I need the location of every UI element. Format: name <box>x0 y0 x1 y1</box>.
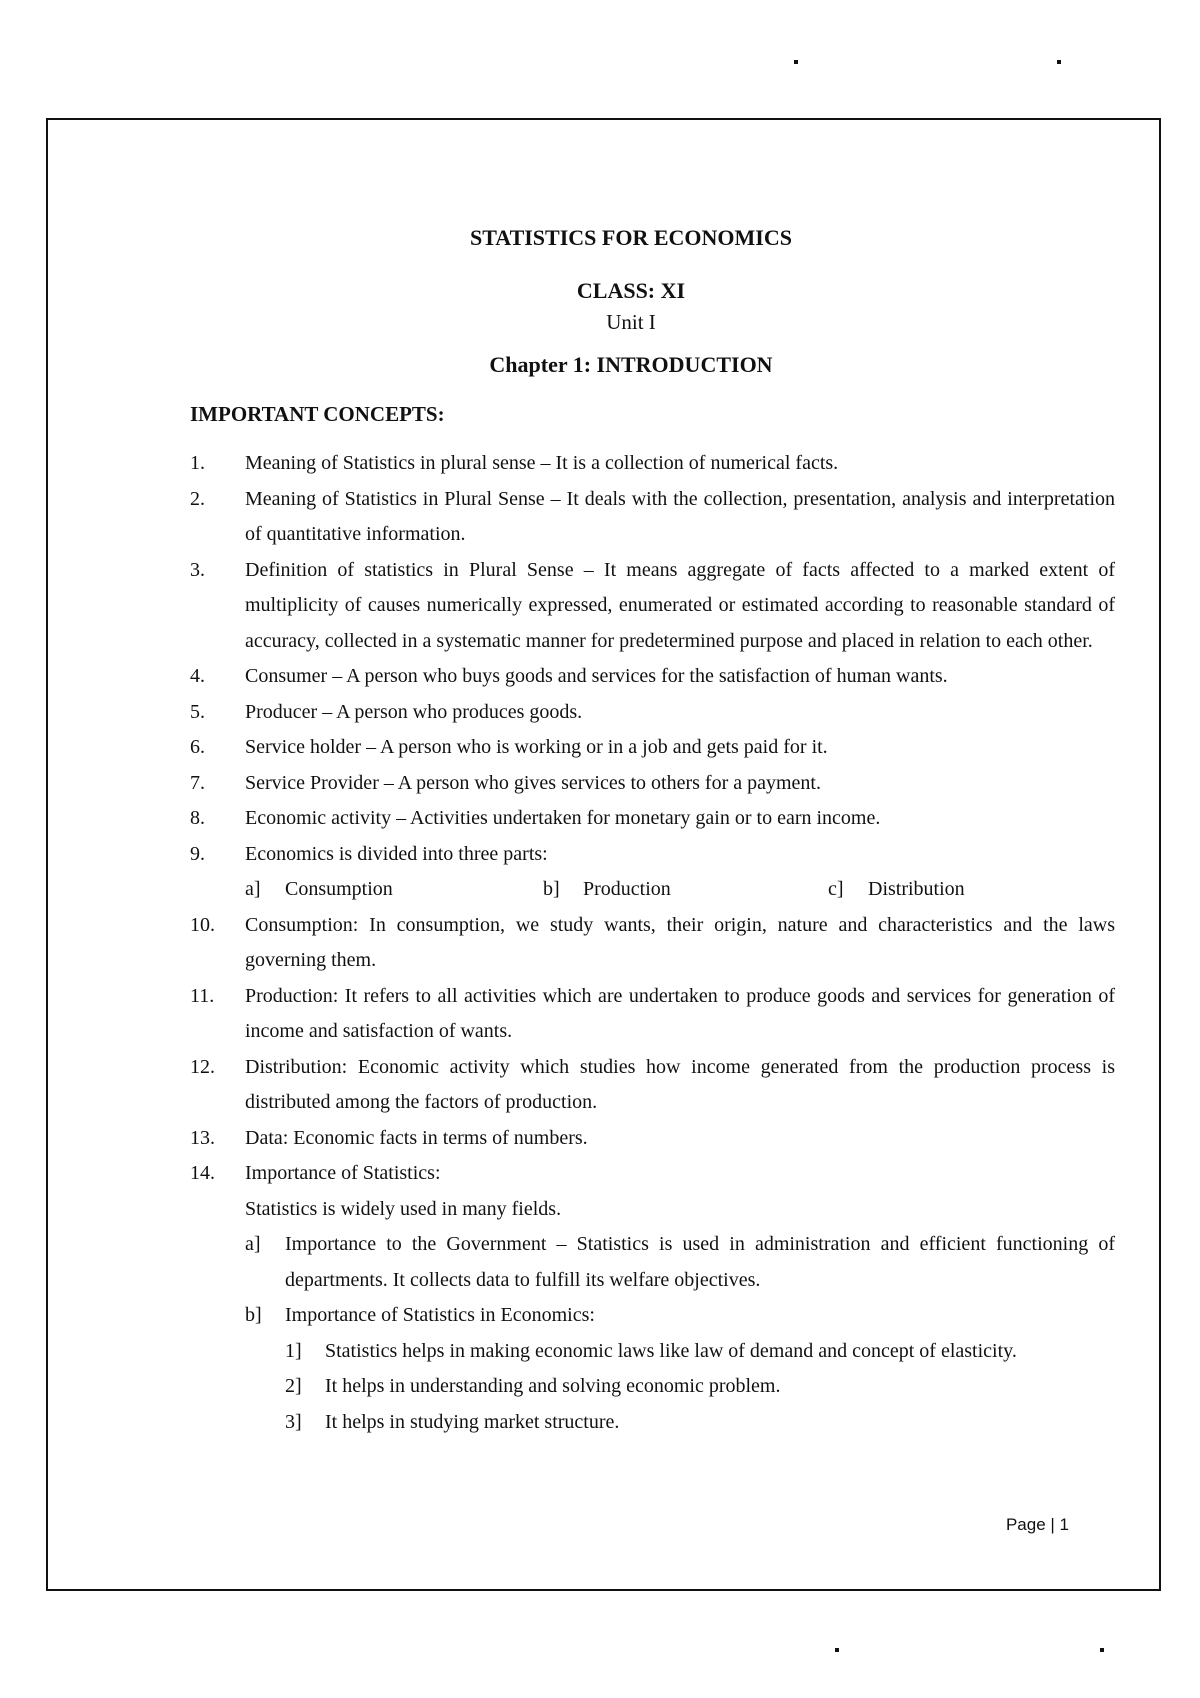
item-text: Consumption: In consumption, we study wants, their origin, nature and characteristics and the laws governing them. <box>245 913 1115 971</box>
item-text: Consumer – A person who buys goods and services for the satisfaction of human wants. <box>245 665 948 687</box>
item-number: 7. <box>190 771 205 794</box>
point-label: 3] <box>285 1410 302 1433</box>
importance-item <box>245 1227 1115 1298</box>
part-item <box>543 872 828 908</box>
item-text: Economics is divided into three parts: <box>245 842 548 865</box>
economics-parts <box>245 872 1115 908</box>
item-number: 8. <box>190 807 205 829</box>
item-text: Importance of Statistics: <box>245 1162 441 1184</box>
mark-dot <box>1057 60 1061 64</box>
economics-point <box>285 1369 1115 1405</box>
point-label: 2] <box>285 1375 302 1397</box>
economics-point <box>285 1334 1115 1370</box>
list-item <box>190 553 1115 660</box>
item-number: 5. <box>190 700 205 723</box>
item-text: Meaning of Statistics in plural sense – It is a collection of numerical facts. <box>245 452 839 474</box>
mark-dot <box>794 60 798 64</box>
item-text: Service holder – A person who is working or in a job and gets paid for it. <box>245 736 828 758</box>
item-text: Producer – A person who produces goods. <box>245 700 583 723</box>
unit-label: Unit I <box>606 310 656 334</box>
mark-dot <box>835 1648 839 1652</box>
list-item <box>190 766 1115 802</box>
item-number: 6. <box>190 736 205 758</box>
sub-text: Importance of Statistics in Economics: <box>285 1304 595 1326</box>
list-item <box>190 979 1115 1050</box>
class-label: CLASS: XI <box>576 278 686 303</box>
list-item <box>190 482 1115 553</box>
list-item <box>190 695 1115 731</box>
part-text: Production <box>583 878 671 900</box>
importance-intro: Statistics is widely used in many fields. <box>245 1197 562 1220</box>
chapter-title: Chapter 1: INTRODUCTION <box>489 352 773 377</box>
list-item <box>190 1156 1115 1192</box>
list-item <box>190 730 1115 766</box>
section-heading: IMPORTANT CONCEPTS: <box>190 402 445 426</box>
part-item <box>245 872 543 908</box>
item-number: 3. <box>190 558 205 581</box>
item-text: Service Provider – A person who gives services to others for a payment. <box>245 771 821 794</box>
part-text: Distribution <box>868 878 965 900</box>
item-number: 4. <box>190 665 205 687</box>
item-number: 10. <box>190 913 215 936</box>
item-number: 13. <box>190 1126 215 1149</box>
part-item <box>828 872 965 908</box>
item-text: Definition of statistics in Plural Sense – It means aggregate of facts affected to a marked extent of multiplicity of causes numerically expressed, enumerated or estimated according to reasonable standard of accuracy, collected in a systematic manner for predetermined purpose and placed in relation to each other. <box>245 558 1115 652</box>
page-number: Page | 1 <box>1005 1515 1069 1534</box>
list-item <box>190 1050 1115 1121</box>
concept-list <box>190 446 1115 1440</box>
list-item <box>190 659 1115 695</box>
sub-label: b] <box>245 1304 262 1326</box>
item-number: 12. <box>190 1055 215 1078</box>
list-item <box>190 908 1115 979</box>
point-text: It helps in understanding and solving economic problem. <box>325 1375 781 1397</box>
document-title: STATISTICS FOR ECONOMICS <box>470 225 792 250</box>
part-label: b] <box>543 878 560 900</box>
item-text: Distribution: Economic activity which studies how income generated from the production process is distributed among the factors of production. <box>245 1055 1115 1113</box>
item-text: Meaning of Statistics in Plural Sense – It deals with the collection, presentation, analysis and interpretation of quantitative information. <box>245 487 1115 545</box>
point-label: 1] <box>285 1339 302 1362</box>
economics-point <box>285 1405 1115 1441</box>
item-text: Data: Economic facts in terms of numbers. <box>245 1126 588 1149</box>
point-text: Statistics helps in making economic laws like law of demand and concept of elasticity. <box>325 1339 1017 1362</box>
list-item <box>190 446 1115 482</box>
page-frame <box>46 118 1161 1591</box>
item-number: 9. <box>190 842 205 865</box>
item-number: 1. <box>190 452 205 474</box>
item-number: 11. <box>190 984 215 1007</box>
sub-label: a] <box>245 1233 261 1255</box>
part-text: Consumption <box>285 878 393 900</box>
list-item <box>190 1121 1115 1157</box>
mark-dot <box>1100 1648 1104 1652</box>
list-item <box>190 801 1115 837</box>
point-text: It helps in studying market structure. <box>325 1410 620 1433</box>
importance-item <box>245 1298 1115 1334</box>
item-text: Economic activity – Activities undertaken for monetary gain or to earn income. <box>245 807 881 829</box>
part-label: c] <box>828 878 844 900</box>
list-item <box>190 837 1115 873</box>
part-label: a] <box>245 878 261 900</box>
item-number: 14. <box>190 1162 215 1184</box>
item-number: 2. <box>190 487 205 510</box>
item-text: Production: It refers to all activities which are undertaken to produce goods and services for generation of income and satisfaction of wants. <box>245 984 1115 1042</box>
sub-text: Importance to the Government – Statistics is used in administration and efficient functioning of departments. It collects data to fulfill its welfare objectives. <box>285 1233 1115 1291</box>
